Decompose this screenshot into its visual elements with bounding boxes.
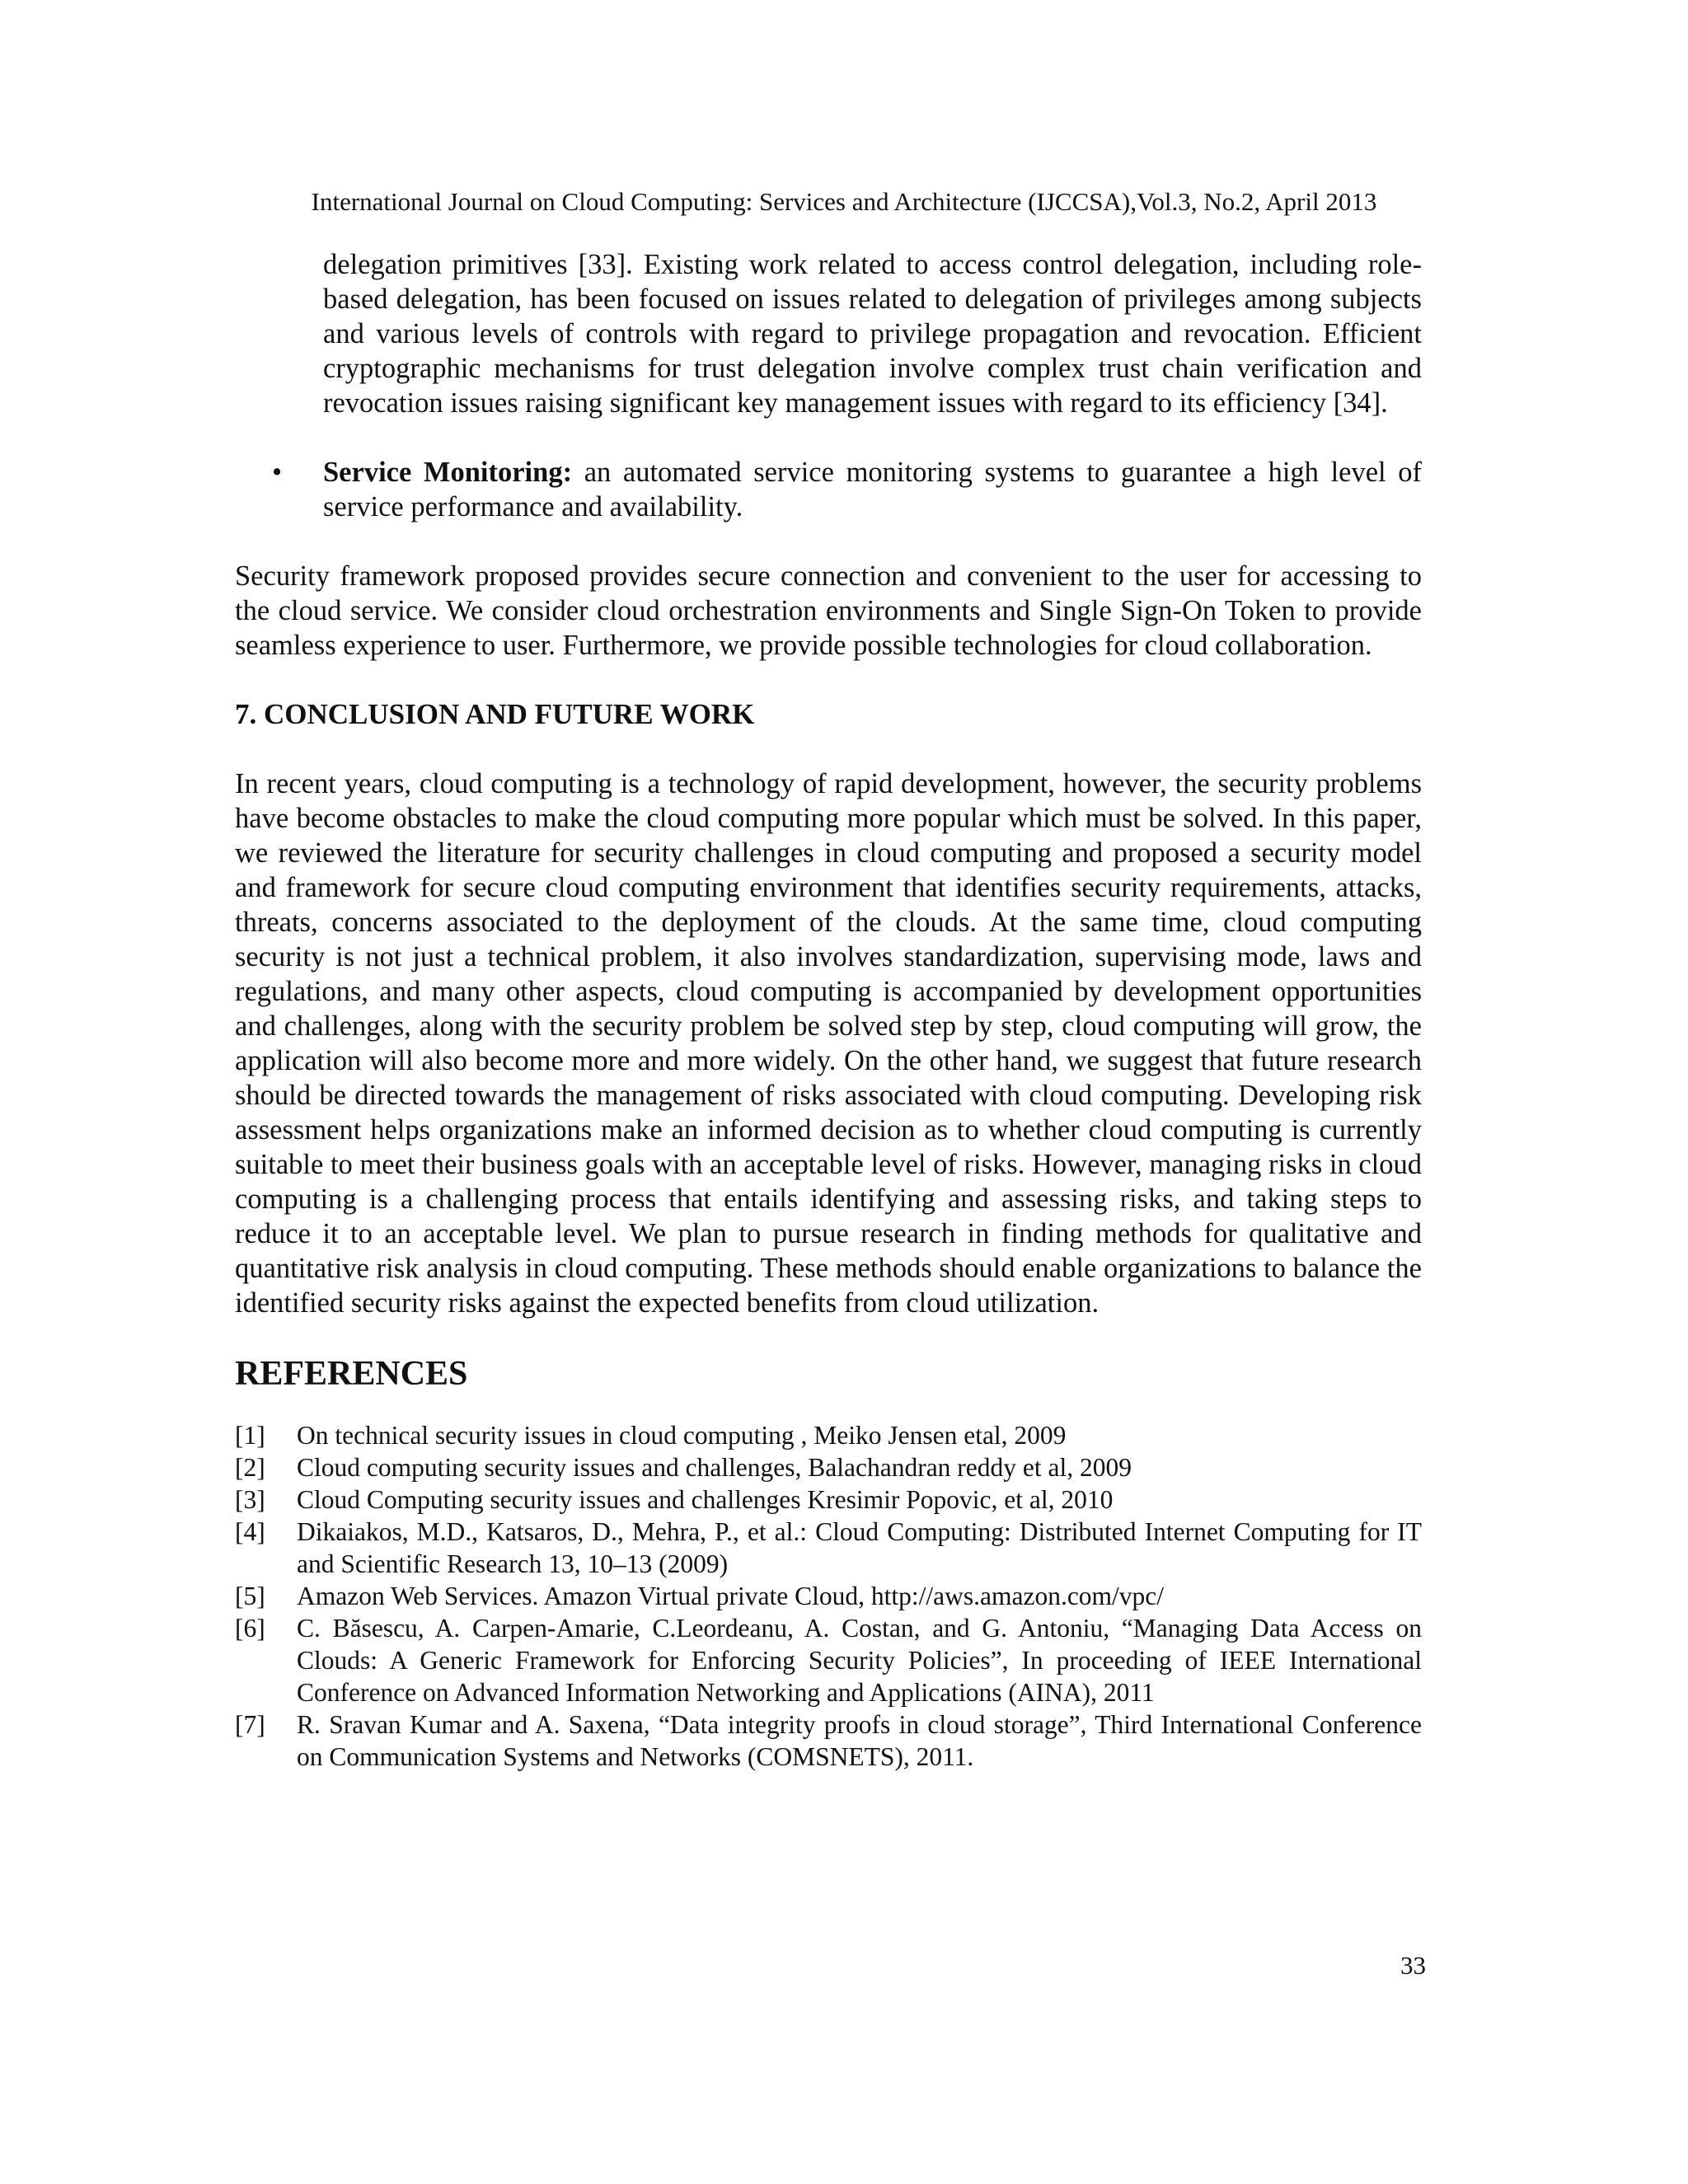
reference-text: Amazon Web Services. Amazon Virtual private Cloud, http://aws.amazon.com/vpc/ xyxy=(297,1582,1165,1610)
bullet-icon: • xyxy=(272,457,283,488)
reference-text: Dikaiakos, M.D., Katsaros, D., Mehra, P., et al.: Cloud Computing: Distributed Internet Computing for IT and Scientific Research 13, 10–13 (2009) xyxy=(297,1517,1422,1578)
reference-text: On technical security issues in cloud computing , Meiko Jensen etal, 2009 xyxy=(297,1421,1067,1450)
references-heading: REFERENCES xyxy=(235,1355,468,1393)
reference-item xyxy=(235,1708,1422,1773)
reference-number: [5] xyxy=(235,1582,265,1610)
reference-item xyxy=(235,1483,1422,1516)
reference-number: [1] xyxy=(235,1421,265,1450)
running-header: International Journal on Cloud Computing: Services and Architecture (IJCCSA),Vol.3, No.2, April 2013 xyxy=(311,187,1377,216)
reference-text: Cloud Computing security issues and challenges Kresimir Popovic, et al, 2010 xyxy=(297,1485,1114,1514)
reference-number: [7] xyxy=(235,1710,265,1739)
reference-item xyxy=(235,1516,1422,1580)
page-number: 33 xyxy=(1400,1951,1426,1980)
page-body xyxy=(235,247,1422,1773)
bullet-item-service-monitoring xyxy=(235,455,1422,524)
reference-number: [2] xyxy=(235,1453,265,1482)
continued-paragraph: delegation primitives [33]. Existing work related to access control delegation, including role-based delegation, has been focused on issues related to delegation of privileges among subjects and various levels of controls with regard to privilege propagation and revocation. Efficient cryptographic mechanisms for trust delegation involve complex trust chain verification and revocation issues raising significant key management issues with regard to its efficiency [34]. xyxy=(323,249,1422,419)
bullet-description: an automated service monitoring systems to guarantee a high level of service performance and availability. xyxy=(323,457,1422,523)
reference-number: [3] xyxy=(235,1485,265,1514)
framework-paragraph: Security framework proposed provides secure connection and convenient to the user for accessing to the cloud service. We consider cloud orchestration environments and Single Sign-On Token to provide seamless experience to user. Furthermore, we provide possible technologies for cloud collaboration. xyxy=(235,560,1422,661)
reference-number: [4] xyxy=(235,1517,265,1546)
reference-item xyxy=(235,1612,1422,1708)
bullet-text xyxy=(323,455,1422,524)
reference-number: [6] xyxy=(235,1614,265,1643)
reference-item xyxy=(235,1580,1422,1612)
reference-item xyxy=(235,1451,1422,1483)
reference-list xyxy=(235,1419,1422,1773)
reference-text: R. Sravan Kumar and A. Saxena, “Data integrity proofs in cloud storage”, Third International Conference on Communication Systems and Networks (COMSNETS), 2011. xyxy=(297,1710,1422,1771)
conclusion-heading: 7. CONCLUSION AND FUTURE WORK xyxy=(235,698,755,730)
bullet-term: Service Monitoring: xyxy=(323,457,573,488)
reference-text: C. Băsescu, A. Carpen-Amarie, C.Leordeanu, A. Costan, and G. Antoniu, “Managing Data Access on Clouds: A Generic Framework for Enforcing Security Policies”, In proceeding of IEEE International Conference on Advanced Information Networking and Applications (AINA), 2011 xyxy=(297,1614,1422,1707)
reference-text: Cloud computing security issues and challenges, Balachandran reddy et al, 2009 xyxy=(297,1453,1132,1482)
reference-item xyxy=(235,1419,1422,1451)
conclusion-paragraph: In recent years, cloud computing is a technology of rapid development, however, the security problems have become obstacles to make the cloud computing more popular which must be solved. In this paper, we reviewed the literature for security challenges in cloud computing and proposed a security model and framework for secure cloud computing environment that identifies security requirements, attacks, threats, concerns associated to the deployment of the clouds. At the same time, cloud computing security is not just a technical problem, it also involves standardization, supervising mode, laws and regulations, and many other aspects, cloud computing is accompanied by development opportunities and challenges, along with the security problem be solved step by step, cloud computing will grow, the application will also become more and more widely. On the other hand, we suggest that future research should be directed towards the management of risks associated with cloud computing. Developing risk assessment helps organizations make an informed decision as to whether cloud computing is currently suitable to meet their business goals with an acceptable level of risks. However, managing risks in cloud computing is a challenging process that entails identifying and assessing risks, and taking steps to reduce it to an acceptable level. We plan to pursue research in finding methods for qualitative and quantitative risk analysis in cloud computing. These methods should enable organizations to balance the identified security risks against the expected benefits from cloud utilization. xyxy=(235,768,1422,1319)
